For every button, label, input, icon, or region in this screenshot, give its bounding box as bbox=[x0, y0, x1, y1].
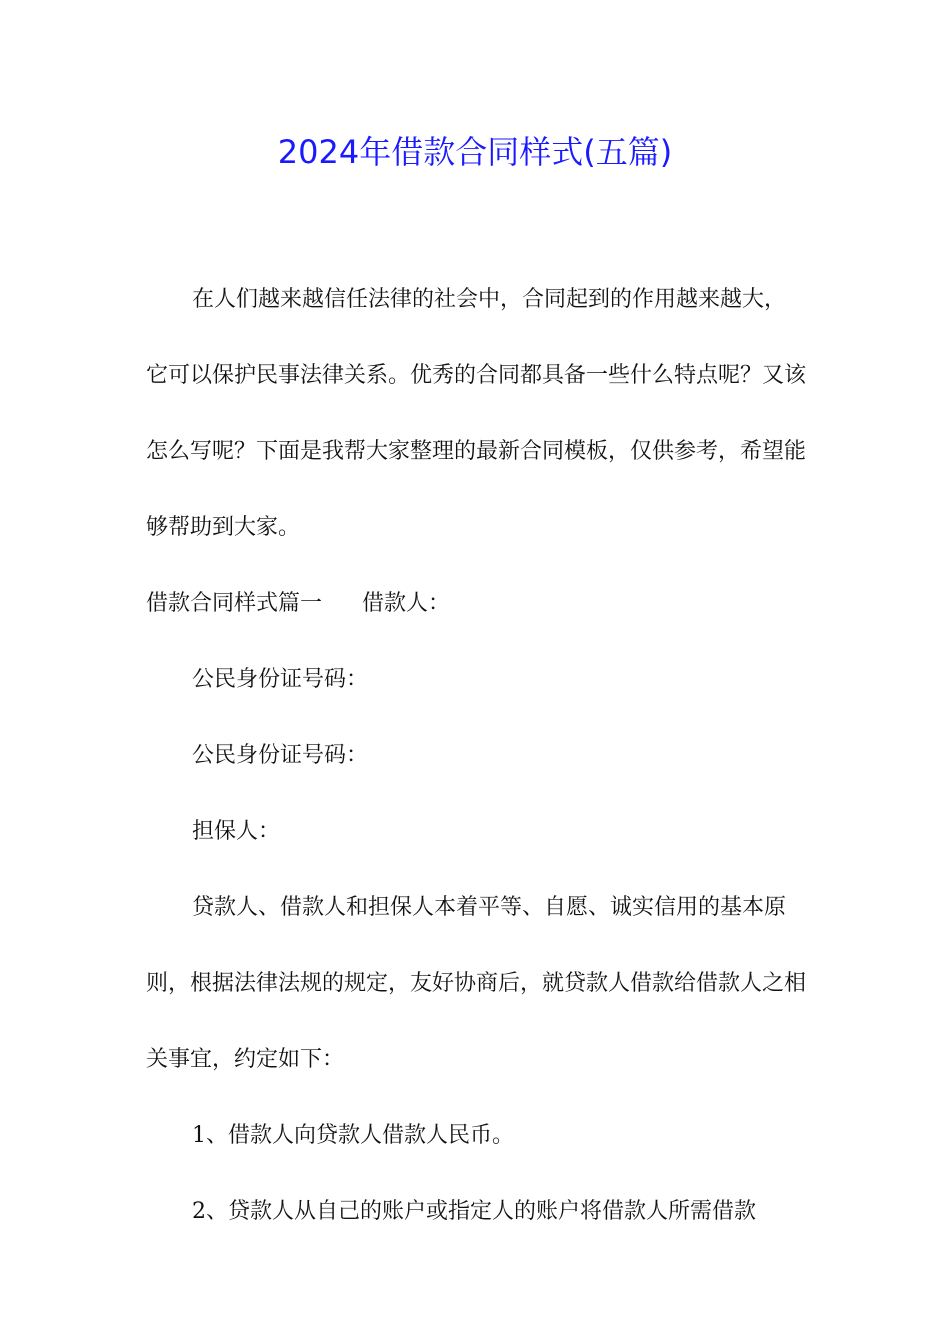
document-title: 2024年借款合同样式(五篇) bbox=[277, 133, 673, 171]
clause-2: 2、贷款人从自己的账户或指定人的账户将借款人所需借款 bbox=[192, 1199, 756, 1224]
guarantor-line: 担保人： bbox=[192, 819, 281, 844]
id-number-line: 公民身份证号码： bbox=[192, 743, 369, 768]
section-heading-line bbox=[146, 566, 806, 642]
intro-paragraph: 在人们越来越信任法律的社会中，合同起到的作用越来越大，它可以保护民事法律关系。优秀的合同都具备一些什么特点呢？又该怎么写呢？下面是我帮大家整理的最新合同模板，仅供参考，希望能够帮助到大家。 bbox=[146, 287, 807, 540]
agreement-paragraph: 贷款人、借款人和担保人本着平等、自愿、诚实信用的基本原则，根据法律法规的规定，友好协商后，就贷款人借款给借款人之相关事宜，约定如下： bbox=[146, 895, 807, 1072]
section-heading: 借款合同样式篇一 bbox=[146, 591, 323, 616]
borrower-label: 借款人： bbox=[362, 591, 451, 616]
id-number-line: 公民身份证号码： bbox=[192, 667, 369, 692]
clause-1: 1、借款人向贷款人借款人民币。 bbox=[192, 1123, 514, 1148]
document-body bbox=[146, 262, 806, 1250]
